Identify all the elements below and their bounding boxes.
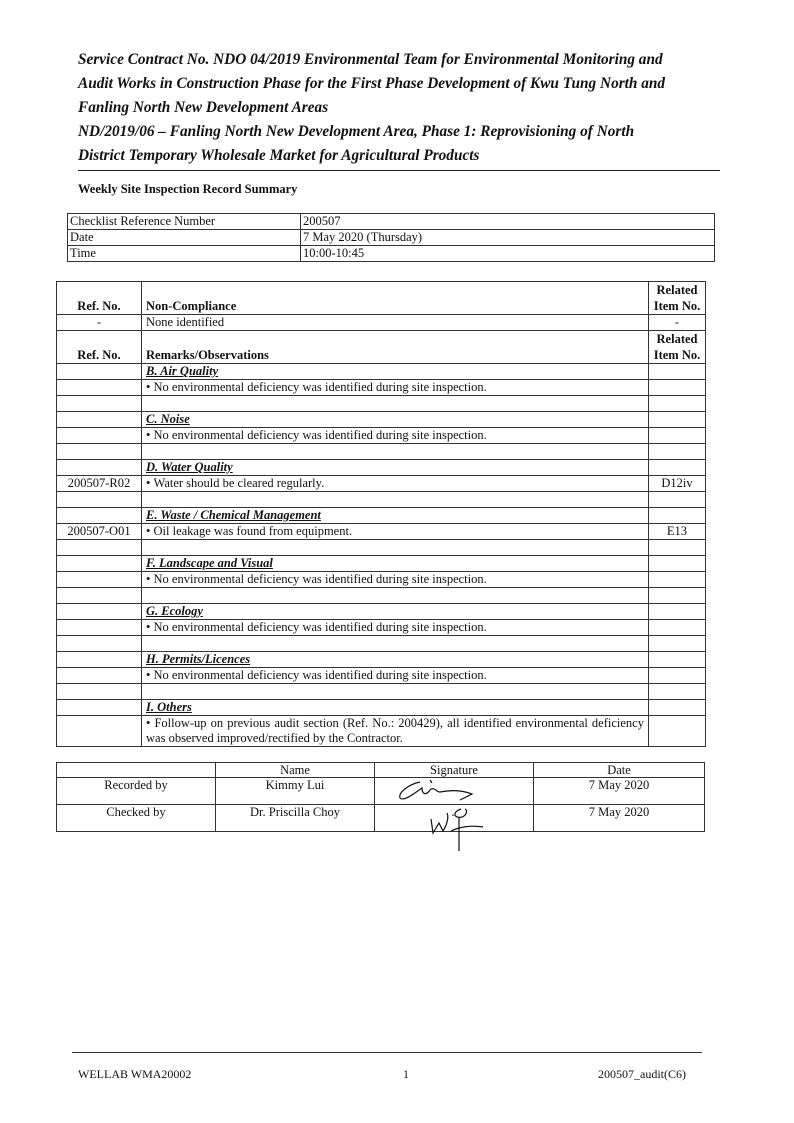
section-title-permits-licences: H. Permits/Licences [142, 652, 649, 668]
checked-by-label: Checked by [57, 805, 216, 832]
section-title-air-quality: B. Air Quality [142, 364, 649, 380]
ecology-remark: • No environmental deficiency was identified during site inspection. [142, 620, 649, 636]
page-number: 1 [403, 1067, 409, 1081]
section-title-noise: C. Noise [142, 412, 649, 428]
remarks-header-row [57, 331, 706, 364]
water-quality-ref: 200507-R02 [57, 476, 142, 492]
table-row [57, 668, 706, 684]
checked-by-date: 7 May 2020 [534, 805, 705, 832]
table-row [57, 716, 706, 747]
checklist-info-table [67, 213, 715, 262]
table-row [57, 492, 706, 508]
table-row [57, 412, 706, 428]
table-row [57, 540, 706, 556]
table-row [57, 556, 706, 572]
remarks-related-header: Related Item No. [649, 331, 706, 364]
waste-chemical-related: E13 [649, 524, 706, 540]
project-title-line-2: District Temporary Wholesale Market for Agricultural Products [78, 147, 480, 164]
checklist-ref-value: 200507 [301, 214, 715, 230]
signature-mark-kimmy [392, 774, 482, 804]
recorded-by-label: Recorded by [57, 778, 216, 805]
table-row [57, 652, 706, 668]
recorded-by-date: 7 May 2020 [534, 778, 705, 805]
date-value: 7 May 2020 (Thursday) [301, 230, 715, 246]
noise-remark: • No environmental deficiency was identified during site inspection. [142, 428, 649, 444]
waste-chemical-ref: 200507-O01 [57, 524, 142, 540]
contract-title-line-1: Service Contract No. NDO 04/2019 Environmental Team for Environmental Monitoring and [78, 51, 663, 68]
document-header [78, 48, 718, 168]
signature-header: Signature [375, 763, 534, 778]
air-quality-remark: • No environmental deficiency was identified during site inspection. [142, 380, 649, 396]
noncompliance-text-cell: None identified [142, 315, 649, 331]
project-title-line-1: ND/2019/06 – Fanling North New Development Area, Phase 1: Reprovisioning of North [78, 123, 635, 140]
section-title-landscape-visual: F. Landscape and Visual [142, 556, 649, 572]
permits-licences-remark: • No environmental deficiency was identified during site inspection. [142, 668, 649, 684]
footer-left: WELLAB WMA20002 [78, 1067, 192, 1081]
section-title-waste-chemical: E. Waste / Chemical Management [142, 508, 649, 524]
table-row [57, 620, 706, 636]
header-divider [78, 170, 720, 171]
table-row [57, 572, 706, 588]
water-quality-related: D12iv [649, 476, 706, 492]
noncompliance-related-header: Related Item No. [649, 282, 706, 315]
landscape-visual-remark: • No environmental deficiency was identified during site inspection. [142, 572, 649, 588]
remarks-title-header: Remarks/Observations [142, 331, 649, 364]
signoff-table [56, 762, 705, 832]
footer-right: 200507_audit(C6) [598, 1067, 686, 1081]
section-title-water-quality: D. Water Quality [142, 460, 649, 476]
recorded-by-name: Kimmy Lui [216, 778, 375, 805]
contract-title-line-3: Fanling North New Development Areas [78, 99, 329, 116]
noncompliance-ref-cell: - [57, 315, 142, 331]
footer-divider [72, 1052, 702, 1053]
signature-mark-priscilla [425, 805, 495, 855]
record-summary-title: Weekly Site Inspection Record Summary [78, 182, 298, 196]
waste-chemical-remark: • Oil leakage was found from equipment. [142, 524, 649, 540]
section-title-others: I. Others [142, 700, 649, 716]
table-row [57, 604, 706, 620]
table-row [57, 636, 706, 652]
table-row [57, 364, 706, 380]
date-label: Date [68, 230, 301, 246]
table-row [57, 315, 706, 331]
time-value: 10:00-10:45 [301, 246, 715, 262]
inspection-findings-table [56, 281, 706, 747]
table-row [57, 508, 706, 524]
table-row [57, 700, 706, 716]
name-header: Name [216, 763, 375, 778]
table-row [57, 380, 706, 396]
noncompliance-title-header: Non-Compliance [142, 282, 649, 315]
remarks-ref-header: Ref. No. [57, 331, 142, 364]
table-row [57, 460, 706, 476]
noncompliance-related-cell: - [649, 315, 706, 331]
table-row [57, 444, 706, 460]
checked-by-name: Dr. Priscilla Choy [216, 805, 375, 832]
others-remark: • Follow-up on previous audit section (Ref. No.: 200429), all identified environmental deficiency was observed improved/rectified by the Contractor. [142, 716, 649, 747]
section-title-ecology: G. Ecology [142, 604, 649, 620]
table-row [57, 428, 706, 444]
table-row [57, 588, 706, 604]
table-row [57, 524, 706, 540]
table-row [57, 476, 706, 492]
noncompliance-ref-header: Ref. No. [57, 282, 142, 315]
table-row [57, 684, 706, 700]
table-row [57, 396, 706, 412]
date-header: Date [534, 763, 705, 778]
noncompliance-header-row [57, 282, 706, 315]
checklist-ref-label: Checklist Reference Number [68, 214, 301, 230]
contract-title-line-2: Audit Works in Construction Phase for the First Phase Development of Kwu Tung North and [78, 75, 666, 92]
time-label: Time [68, 246, 301, 262]
water-quality-remark: • Water should be cleared regularly. [142, 476, 649, 492]
